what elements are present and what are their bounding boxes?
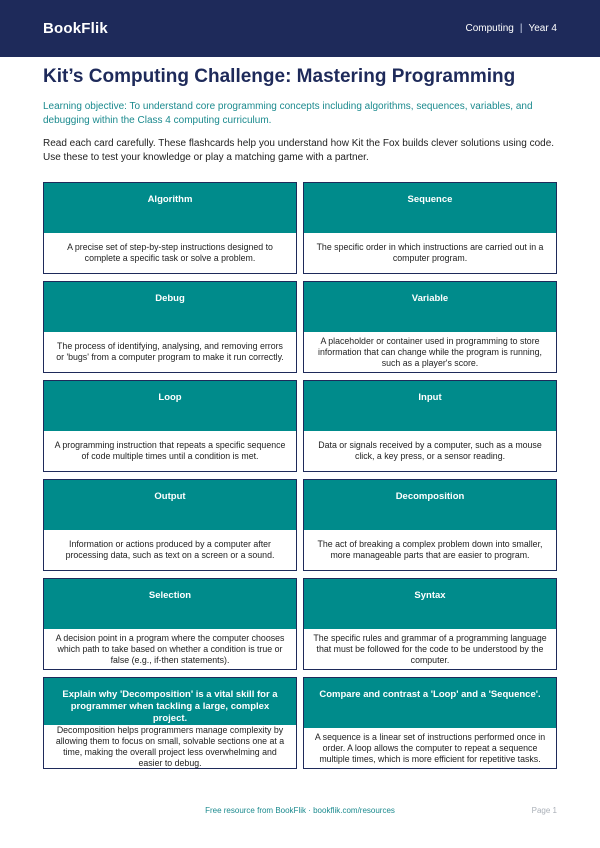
flashcard-term: Decomposition (304, 480, 556, 530)
breadcrumb-subject[interactable]: Computing (465, 23, 514, 34)
flashcard-definition: The process of identifying, analysing, and removing errors or 'bugs' from a computer program to make it run correctly. (56, 341, 284, 362)
page-header (0, 0, 600, 57)
flashcard-definition: A programming instruction that repeats a specific sequence of code multiple times until a condition is met. (54, 440, 286, 461)
flashcard-question: Compare and contrast a 'Loop' and a 'Sequence'. (304, 678, 556, 728)
flashcard-definition: The specific order in which instructions are carried out in a computer program. (316, 242, 544, 263)
page-footer (0, 806, 600, 820)
flashcard[interactable] (43, 281, 297, 373)
breadcrumb (465, 23, 557, 34)
flashcard-term: Selection (44, 579, 296, 629)
flashcard-question: Explain why 'Decomposition' is a vital skill for a programmer when tackling a large, complex project. (44, 678, 296, 725)
flashcard-term: Variable (304, 282, 556, 332)
flashcard-term: Loop (44, 381, 296, 431)
breadcrumb-year[interactable]: Year 4 (528, 23, 557, 34)
flashcard[interactable] (303, 380, 557, 472)
flashcard-row (43, 182, 557, 274)
flashcard[interactable] (303, 677, 557, 769)
learning-objective: Learning objective: To understand core programming concepts including algorithms, sequences, variables, and debugging within the Class 4 computing curriculum. (43, 101, 533, 126)
flashcard[interactable] (43, 578, 297, 670)
flashcard-answer: Decomposition helps programmers manage complexity by allowing them to focus on small, solvable sections one at a time, making the overall project less overwhelming and easier to debug. (55, 725, 285, 768)
flashcard-row (43, 281, 557, 373)
footer-source-link[interactable]: Free resource from BookFlik · bookflik.com/resources (205, 806, 395, 815)
flashcard-term: Output (44, 480, 296, 530)
intro-text: Read each card carefully. These flashcards help you understand how Kit the Fox builds clever solutions using code. Use these to test your knowledge or play a matching game with a partner. (43, 138, 555, 163)
flashcard-definition: A decision point in a program where the computer chooses which path to take based on whether a condition is true or false (e.g., if-then statements). (55, 632, 285, 665)
breadcrumb-separator: | (519, 23, 523, 34)
flashcard[interactable] (43, 182, 297, 274)
flashcard[interactable] (303, 281, 557, 373)
flashcard-row (43, 380, 557, 472)
flashcard-definition: Information or actions produced by a computer after processing data, such as text on a screen or a sound. (65, 539, 275, 560)
flashcard[interactable] (43, 479, 297, 571)
flashcard-term: Input (304, 381, 556, 431)
flashcard-row (43, 479, 557, 571)
flashcard[interactable] (303, 479, 557, 571)
flashcard[interactable] (303, 182, 557, 274)
flashcard-definition: The specific rules and grammar of a programming language that must be followed for the code to be understood by the computer. (313, 632, 547, 665)
page-number: Page 1 (531, 806, 557, 815)
flashcard[interactable] (43, 380, 297, 472)
flashcard-row (43, 677, 557, 769)
flashcard-definition: A placeholder or container used in programming to store information that can change while the program is running, such as a player's score. (318, 335, 542, 368)
flashcard-term: Algorithm (44, 183, 296, 233)
flashcard-term: Syntax (304, 579, 556, 629)
flashcard[interactable] (43, 677, 297, 769)
flashcard-definition: A precise set of step-by-step instructions designed to complete a specific task or solve a problem. (67, 242, 273, 263)
flashcard-grid (43, 182, 557, 776)
page-title: Kit’s Computing Challenge: Mastering Programming (43, 66, 516, 87)
flashcard-definition: The act of breaking a complex problem down into smaller, more manageable parts that are easier to program. (317, 539, 543, 560)
flashcard-row (43, 578, 557, 670)
flashcard-definition: Data or signals received by a computer, such as a mouse click, a key press, or a sensor reading. (318, 440, 542, 461)
brand-logo[interactable]: BookFlik (43, 20, 108, 37)
flashcard-answer: A sequence is a linear set of instructions performed once in order. A loop allows the computer to repeat a sequence multiple times, which is more efficient for repetitive tasks. (314, 731, 546, 764)
flashcard-term: Debug (44, 282, 296, 332)
flashcard[interactable] (303, 578, 557, 670)
flashcard-term: Sequence (304, 183, 556, 233)
